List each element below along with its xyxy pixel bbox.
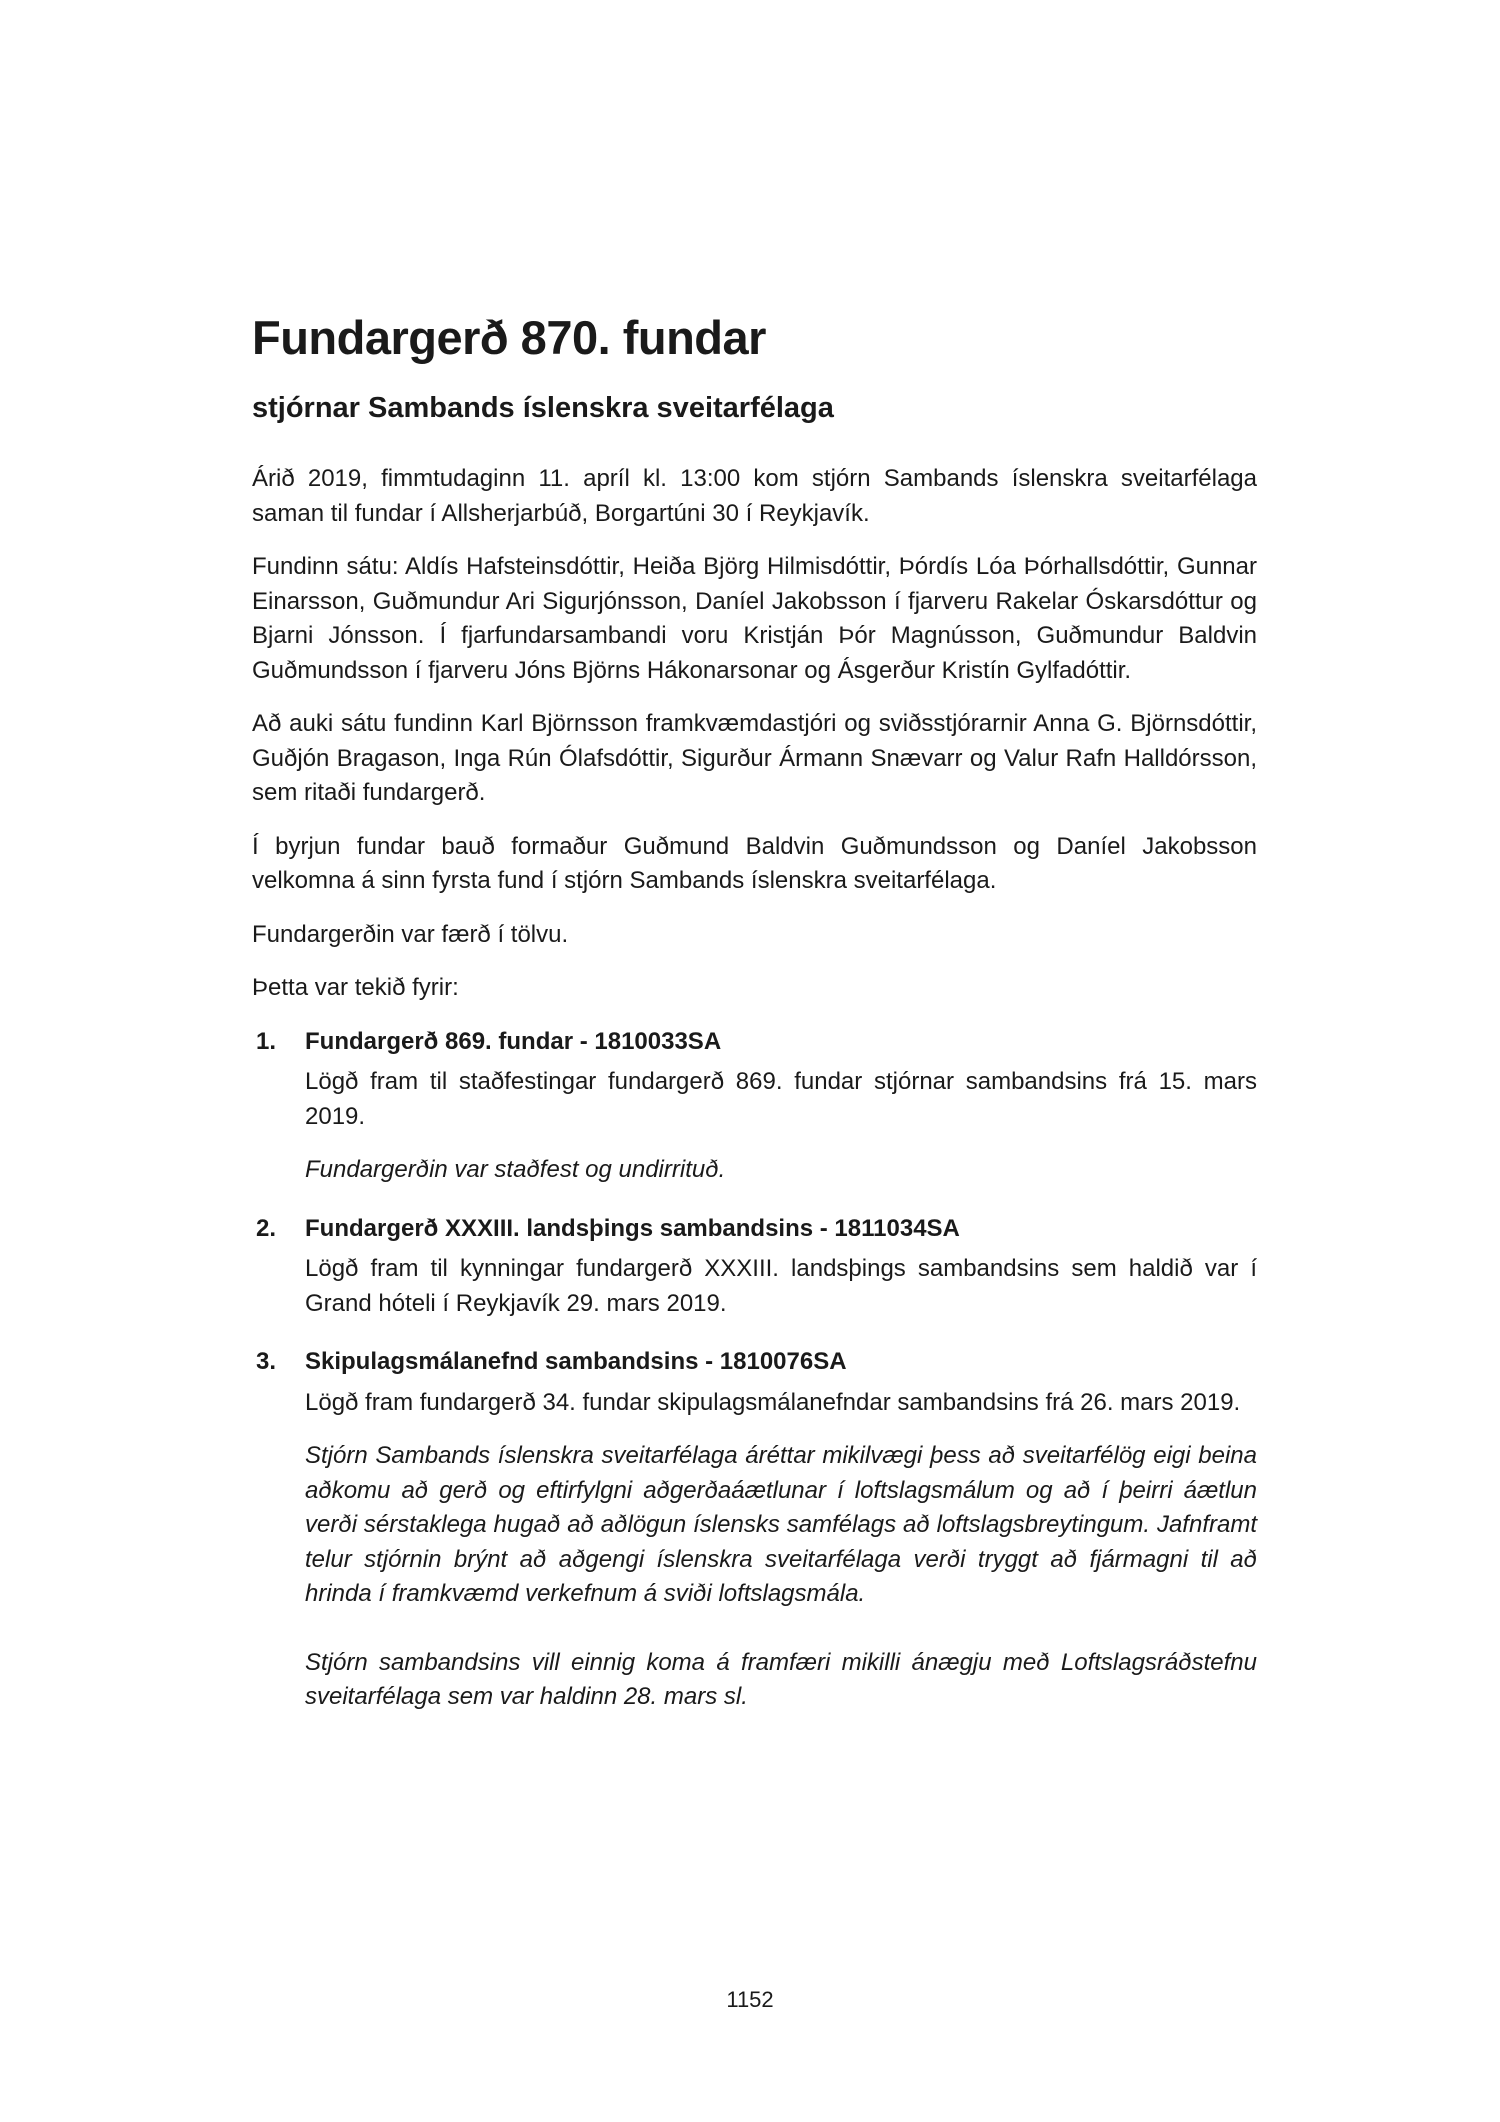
agenda-item (252, 1345, 1257, 1715)
page-subtitle: stjórnar Sambands íslenskra sveitarfélaga (252, 392, 834, 424)
agenda-item (252, 1025, 1257, 1188)
meeting-intro-paragraph: Árið 2019, fimmtudaginn 11. apríl kl. 13:00 kom stjórn Sambands íslenskra sveitarfélaga saman til fundar í Allsherjarbúð, Borgartúni 30 í Reykjavík. (252, 465, 1257, 527)
agenda-item-number: 1. (256, 1027, 277, 1055)
agenda-item-heading: Skipulagsmálanefnd sambandsins - 1810076SA (305, 1348, 847, 1375)
agenda-intro-paragraph: Þetta var tekið fyrir: (252, 974, 459, 1001)
minutes-recorded-paragraph: Fundargerðin var færð í tölvu. (252, 920, 569, 948)
attendees-paragraph: Fundinn sátu: Aldís Hafsteinsdóttir, Heiða Björg Hilmisdóttir, Þórdís Lóa Þórhallsdóttir, Gunnar Einarsson, Guðmundur Ari Sigurjónsson, Daníel Jakobsson í fjarveru Rakelar Óskarsdóttur og Bjarni Jónsson. Í fjarfundarsambandi voru Kristján Þór Magnússon, Guðmundur Baldvin Guðmundsson í fjarveru Jóns Björns Hákonarsonar og Ásgerður Kristín Gylfadóttir. (252, 553, 1257, 684)
agenda-item-text: Lögð fram til kynningar fundargerð XXXIII. landsþings sambandsins sem haldið var í Grand hóteli í Reykjavík 29. mars 2019. (305, 1255, 1257, 1317)
welcome-paragraph: Í byrjun fundar bauð formaður Guðmund Baldvin Guðmundsson og Daníel Jakobsson velkomna á sinn fyrsta fund í stjórn Sambands íslenskra sveitarfélaga. (252, 832, 1257, 894)
minutes-body (252, 462, 1257, 1739)
agenda-item-heading: Fundargerð XXXIII. landsþings sambandsins - 1811034SA (305, 1214, 960, 1242)
agenda-list (252, 1025, 1257, 1715)
agenda-item-decision-2: Stjórn sambandsins vill einnig koma á framfæri mikilli ánægju með Loftslagsráðstefnu sveitarfélaga sem var haldinn 28. mars sl. (305, 1648, 1257, 1710)
agenda-item-text: Lögð fram fundargerð 34. fundar skipulagsmálanefndar sambandsins frá 26. mars 2019. (305, 1388, 1241, 1416)
agenda-item-number: 2. (256, 1214, 277, 1242)
agenda-item-text: Lögð fram til staðfestingar fundargerð 869. fundar stjórnar sambandsins frá 15. mars 2019. (305, 1068, 1257, 1130)
agenda-item-number: 3. (256, 1348, 277, 1375)
staff-paragraph: Að auki sátu fundinn Karl Björnsson framkvæmdastjóri og sviðsstjórarnir Anna G. Björnsdóttir, Guðjón Bragason, Inga Rún Ólafsdóttir, Sigurður Ármann Snævarr og Valur Rafn Halldórsson, sem ritaði fundargerð. (252, 710, 1257, 806)
agenda-item (252, 1212, 1257, 1322)
page-title: Fundargerð 870. fundar (252, 311, 766, 364)
agenda-item-heading: Fundargerð 869. fundar - 1810033SA (305, 1027, 722, 1055)
agenda-item-decision: Stjórn Sambands íslenskra sveitarfélaga áréttar mikilvægi þess að sveitarfélög eigi beina aðkomu að gerð og eftirfylgni aðgerðaáætlunar í loftslagsmálum og að í þeirri áætlun verði sérstaklega hugað að aðlögun íslensks samfélags að loftslagsbreytingum. Jafnframt telur stjórnin brýnt að aðgengi íslenskra sveitarfélaga verði tryggt að fjármagni til að hrinda í framkvæmd verkefnum á sviði loftslagsmála. (305, 1442, 1257, 1607)
agenda-item-decision: Fundargerðin var staðfest og undirrituð. (305, 1156, 726, 1183)
page-number: 1152 (726, 1987, 774, 2012)
